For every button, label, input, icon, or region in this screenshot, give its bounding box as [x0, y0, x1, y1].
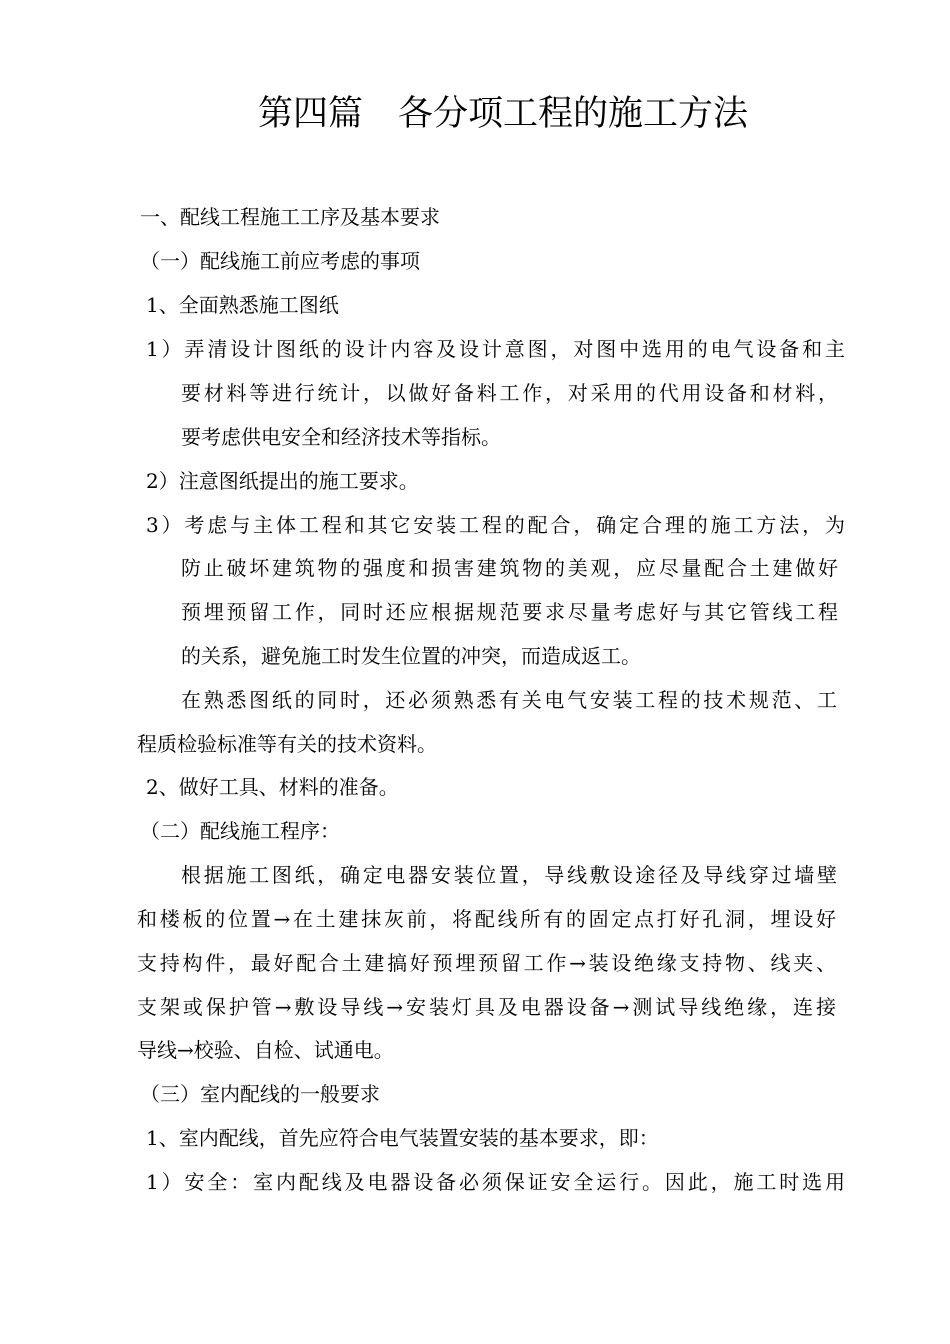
paragraph-line: 预埋预留工作，同时还应根据规范要求尽量考虑好与其它管线工程: [181, 600, 838, 624]
numbered-item: 2、做好工具、材料的准备。: [146, 775, 399, 799]
paragraph-line: 支持构件，最好配合土建搞好预埋预留工作→装设绝缘支持物、线夹、: [137, 951, 836, 975]
paragraph-line: 要材料等进行统计，以做好备料工作，对采用的代用设备和材料，: [181, 381, 838, 405]
paragraph-line: 要考虑供电安全和经济技术等指标。: [181, 425, 501, 449]
subsection-heading: （二）配线施工程序：: [140, 819, 340, 843]
paragraph-line: 防止破坏建筑物的强度和损害建筑物的美观，应尽量配合土建做好: [181, 556, 838, 580]
paragraph-line: 程质检验标准等有关的技术资料。: [137, 732, 437, 756]
numbered-item: 1、室内配线，首先应符合电气装置安装的基本要求，即：: [146, 1126, 659, 1150]
paragraph-line: 1）安全：室内配线及电器设备必须保证安全运行。因此，施工时选用: [146, 1170, 845, 1194]
paragraph-line: 1）弄清设计图纸的设计内容及设计意图，对图中选用的电气设备和主: [146, 337, 845, 361]
paragraph-line: 的关系，避免施工时发生位置的冲突，而造成返工。: [181, 644, 641, 668]
paragraph-line: 支架或保护管→敷设导线→安装灯具及电器设备→测试导线绝缘，连接: [137, 995, 836, 1019]
section-heading: 一、配线工程施工工序及基本要求: [140, 205, 440, 229]
subsection-heading: （一）配线施工前应考虑的事项: [140, 249, 420, 273]
paragraph-line: 3）考虑与主体工程和其它安装工程的配合，确定合理的施工方法，为: [146, 513, 845, 537]
paragraph-line: 2）注意图纸提出的施工要求。: [146, 469, 419, 493]
subsection-heading: （三）室内配线的一般要求: [140, 1082, 380, 1106]
paragraph-line: 和楼板的位置→在土建抹灰前，将配线所有的固定点打好孔洞，埋设好: [137, 907, 836, 931]
numbered-item: 1、全面熟悉施工图纸: [146, 293, 339, 317]
paragraph-line: 在熟悉图纸的同时，还必须熟悉有关电气安装工程的技术规范、工: [181, 688, 837, 712]
paragraph-line: 根据施工图纸，确定电器安装位置，导线敷设途径及导线穿过墙壁: [181, 863, 837, 887]
page-title: 第四篇 各分项工程的施工方法: [257, 94, 748, 134]
paragraph-line: 导线→校验、自检、试通电。: [137, 1038, 394, 1062]
